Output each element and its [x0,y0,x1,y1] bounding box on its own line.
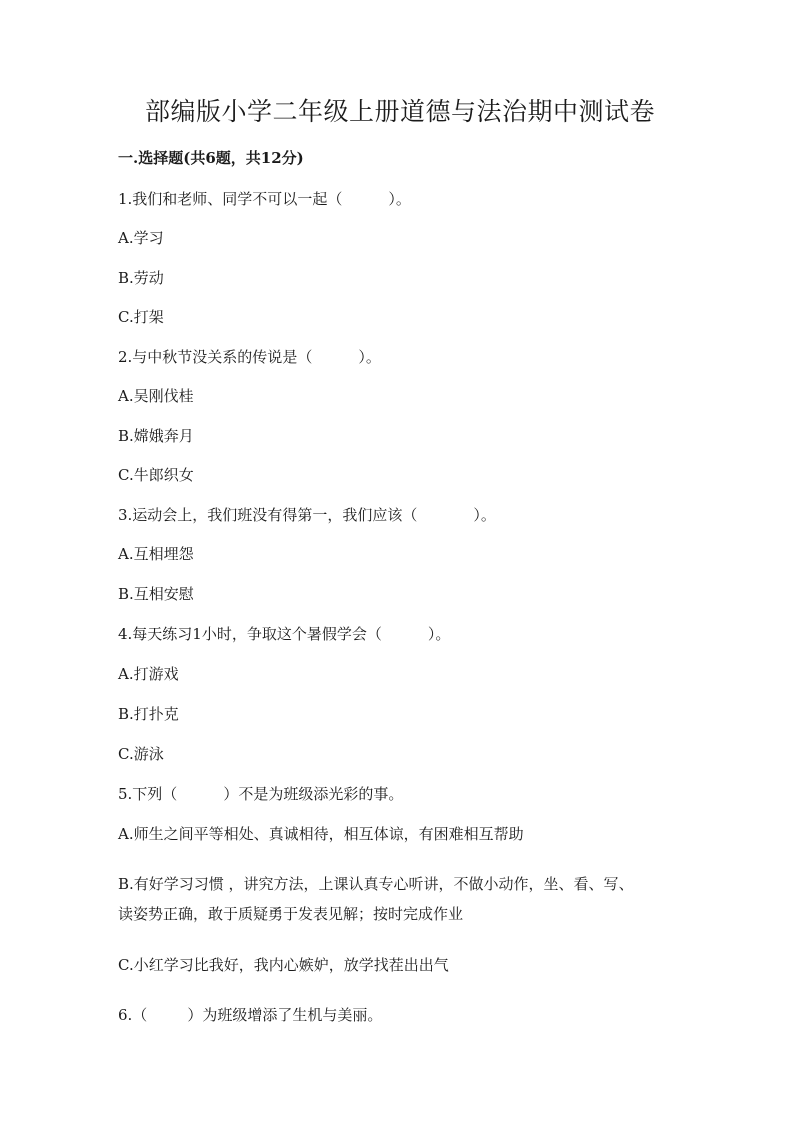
question-6-stem [118,1005,382,1025]
question-5-option-b: B.有好学习习惯 ，讲究方法，上课认真专心听讲，不做小动作，坐、看、写、 [118,875,634,893]
question-4-stem [118,624,450,644]
question-stem-end: ）。 [473,506,496,524]
question-stem-end: ）。 [388,190,411,208]
question-3-option-b: B.互相安慰 [118,585,194,603]
question-stem-end: ）为班级增添了生机与美丽。 [187,1006,383,1024]
question-1-option-c: C.打架 [118,308,164,326]
question-stem-end: ）。 [427,625,451,643]
question-1-option-b: B.劳动 [118,269,164,287]
question-5-option-b-continued: 读姿势正确，敢于质疑勇于发表见解；按时完成作业 [118,905,464,923]
question-stem-end: ）。 [358,348,381,366]
question-stem-text: 1.我们和老师、同学不可以一起（ [118,190,343,208]
question-1-stem [118,189,411,209]
question-5-option-a: A.师生之间平等相处、真诚相待，相互体谅，有困难相互帮助 [118,825,524,843]
question-4-option-c: C.游泳 [118,745,164,763]
section-heading: 一.选择题(共6题，共12分) [118,149,304,167]
question-4-option-a: A.打游戏 [118,665,179,683]
question-stem-text: 2.与中秋节没关系的传说是（ [118,348,313,366]
question-5-stem [118,784,403,804]
question-3-stem [118,505,496,525]
question-2-stem [118,347,381,367]
question-1-option-a: A.学习 [118,229,164,247]
question-2-option-c: C.牛郎织女 [118,466,194,484]
question-4-option-b: B.打扑克 [118,705,179,723]
question-stem-text: 4.每天练习1小时，争取这个暑假学会（ [118,625,382,643]
question-2-option-b: B.嫦娥奔月 [118,427,194,445]
question-2-option-a: A.吴刚伐桂 [118,387,194,405]
question-stem-text: 5.下列（ [118,785,178,803]
question-3-option-a: A.互相埋怨 [118,545,194,563]
page-title: 部编版小学二年级上册道德与法治期中测试卷 [144,97,655,126]
question-stem-text: 6.（ [118,1006,148,1024]
question-5-option-c: C.小红学习比我好，我内心嫉妒，放学找茬出出气 [118,956,449,974]
question-stem-text: 3.运动会上，我们班没有得第一，我们应该（ [118,506,418,524]
question-stem-end: ）不是为班级添光彩的事。 [223,785,404,803]
